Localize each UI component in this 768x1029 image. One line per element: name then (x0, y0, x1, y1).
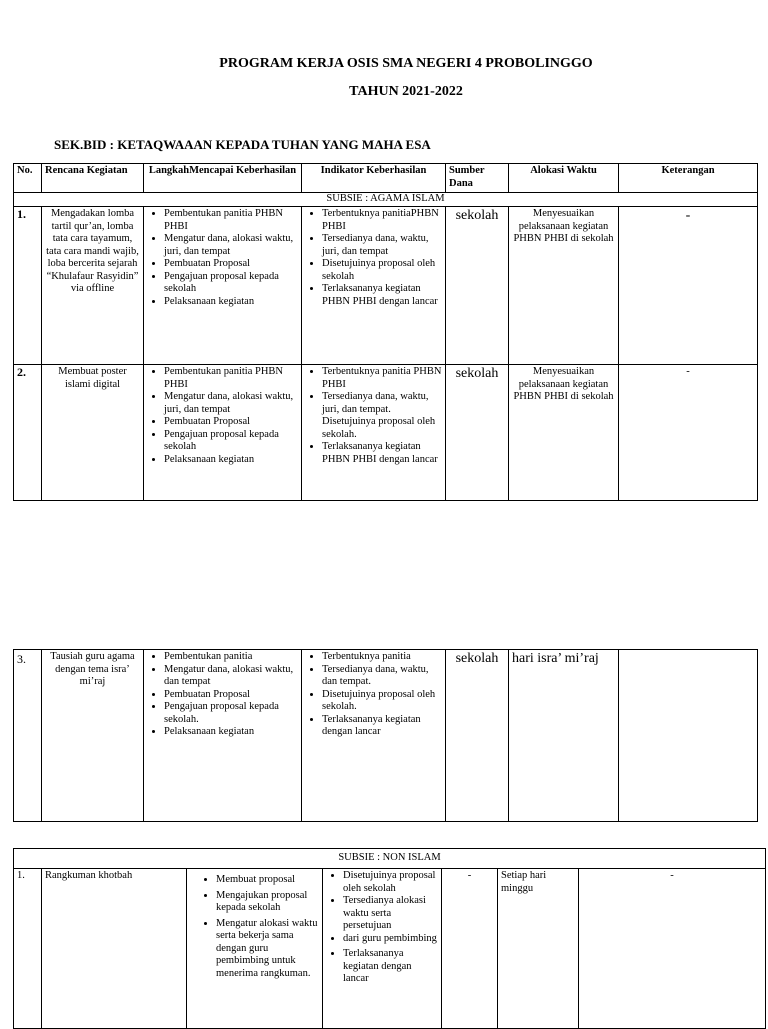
indikator-cell (302, 365, 446, 501)
langkah-cell (144, 207, 302, 365)
header-keterangan: Keterangan (619, 164, 758, 193)
list-item: • Terbentuknya panitia (322, 651, 442, 664)
indikator-cell (302, 207, 446, 365)
list-item: • Pengajuan proposal kepada sekolah (164, 271, 298, 296)
program-table (13, 163, 758, 501)
list-item: • Mengatur dana, alokasi waktu, juri, dan tempat (164, 391, 298, 416)
list-item: • Tersedianya dana, waktu, juri, dan tempat (322, 233, 442, 258)
sekbid-heading: SEK.BID : KETAQWAAAN KEPADA TUHAN YANG MAHA ESA (54, 137, 431, 152)
table-row (14, 207, 758, 365)
keterangan-cell: - (619, 207, 758, 365)
list-item: • Disetujuinya proposal oleh sekolah. (322, 689, 442, 714)
list-item: • Pembuatan Proposal (164, 689, 298, 702)
row-number: 2. (14, 365, 42, 501)
list-item: • Tersedianya alokasi waktu serta persetujuan (343, 895, 438, 933)
list-item: • Mengajukan proposal kepada sekolah (216, 890, 319, 915)
list-item: • Terbentuknya panitia PHBN PHBI (322, 366, 442, 391)
document-title: PROGRAM KERJA OSIS SMA NEGERI 4 PROBOLINGGO (219, 56, 593, 71)
list-item: • Terlaksananya kegiatan PHBN PHBI dengan lancar (322, 283, 442, 308)
list-item: • Terlaksananya kegiatan PHBN PHBI dengan lancar (322, 441, 442, 466)
subsie-row (14, 849, 766, 869)
list-item: • dari guru pembimbing (343, 933, 438, 946)
indikator-cell (302, 650, 446, 822)
alokasi-cell: Menyesuaikan pelaksanaan kegiatan PHBN PHBI di sekolah (509, 365, 619, 501)
list-item: • Pengajuan proposal kepada sekolah (164, 429, 298, 454)
document-year: TAHUN 2021-2022 (349, 84, 463, 99)
alokasi-cell: hari isra’ mi’raj (509, 650, 619, 822)
table-row (14, 650, 758, 822)
keterangan-cell: - (619, 365, 758, 501)
list-item: • Terbentuknya panitiaPHBN PHBI (322, 208, 442, 233)
list-item: • Disetujuinya proposal oleh sekolah (343, 870, 438, 895)
rencana-cell: Rangkuman khotbah (42, 869, 187, 1029)
rencana-cell: Membuat poster islami digital (42, 365, 144, 501)
keterangan-cell (619, 650, 758, 822)
list-item: • Pembentukan panitia PHBN PHBI (164, 208, 298, 233)
list-item: • Terlaksananya kegiatan dengan lancar (322, 714, 442, 739)
list-item: • Mengatur dana, alokasi waktu, dan tempat (164, 664, 298, 689)
langkah-cell (187, 869, 323, 1029)
header-langkah: LangkahMencapai Keberhasilan (144, 164, 302, 193)
list-item: • Membuat proposal (216, 874, 319, 887)
list-item: • Pengajuan proposal kepada sekolah. (164, 701, 298, 726)
subsie-row (14, 193, 758, 207)
langkah-cell (144, 650, 302, 822)
header-indikator: Indikator Keberhasilan (302, 164, 446, 193)
table-row (14, 365, 758, 501)
program-table-continued (13, 649, 758, 822)
header-rencana: Rencana Kegiatan (42, 164, 144, 193)
rencana-cell: Mengadakan lomba tartil qur’an, lomba tata cara tayamum, tata cara mandi wajib, loba bercerita sejarah “Khulafaur Rasyidin” via offline (42, 207, 144, 365)
sumber-cell: sekolah (446, 650, 509, 822)
non-islam-table (13, 848, 766, 1029)
list-item: • Pembentukan panitia (164, 651, 298, 664)
list-item: • Pelaksanaan kegiatan (164, 296, 298, 309)
row-number: 3. (14, 650, 42, 822)
table-header-row (14, 164, 758, 193)
rencana-cell: Tausiah guru agama dengan tema isra’ mi’raj (42, 650, 144, 822)
subsie-label: SUBSIE : NON ISLAM (14, 849, 766, 869)
table-row (14, 869, 766, 1029)
keterangan-cell: - (579, 869, 766, 1029)
row-number: 1. (14, 207, 42, 365)
alokasi-cell: Menyesuaikan pelaksanaan kegiatan PHBN PHBI di sekolah (509, 207, 619, 365)
row-number: 1. (14, 869, 42, 1029)
list-item: • Tersedianya dana, waktu, juri, dan tempat. Disetujuinya proposal oleh sekolah. (322, 391, 442, 441)
header-alokasi: Alokasi Waktu (509, 164, 619, 193)
list-item: • Disetujuinya proposal oleh sekolah (322, 258, 442, 283)
list-item: • Pembuatan Proposal (164, 258, 298, 271)
list-item: • Mengatur alokasi waktu serta bekerja sama dengan guru pembimbing untuk menerima rangkuman. (216, 918, 319, 981)
header-no: No. (14, 164, 42, 193)
list-item: • Terlaksananya kegiatan dengan lancar (343, 948, 438, 986)
list-item: • Pembuatan Proposal (164, 416, 298, 429)
alokasi-cell: Setiap hari minggu (498, 869, 579, 1029)
list-item: • Pelaksanaan kegiatan (164, 726, 298, 739)
sumber-cell: sekolah (446, 207, 509, 365)
sumber-cell: sekolah (446, 365, 509, 501)
list-item: • Mengatur dana, alokasi waktu, juri, dan tempat (164, 233, 298, 258)
header-sumber: Sumber Dana (446, 164, 509, 193)
indikator-cell (323, 869, 442, 1029)
list-item: • Tersedianya dana, waktu, dan tempat. (322, 664, 442, 689)
sumber-cell: - (442, 869, 498, 1029)
subsie-label: SUBSIE : AGAMA ISLAM (14, 193, 758, 207)
list-item: • Pelaksanaan kegiatan (164, 454, 298, 467)
list-item: • Pembentukan panitia PHBN PHBI (164, 366, 298, 391)
langkah-cell (144, 365, 302, 501)
